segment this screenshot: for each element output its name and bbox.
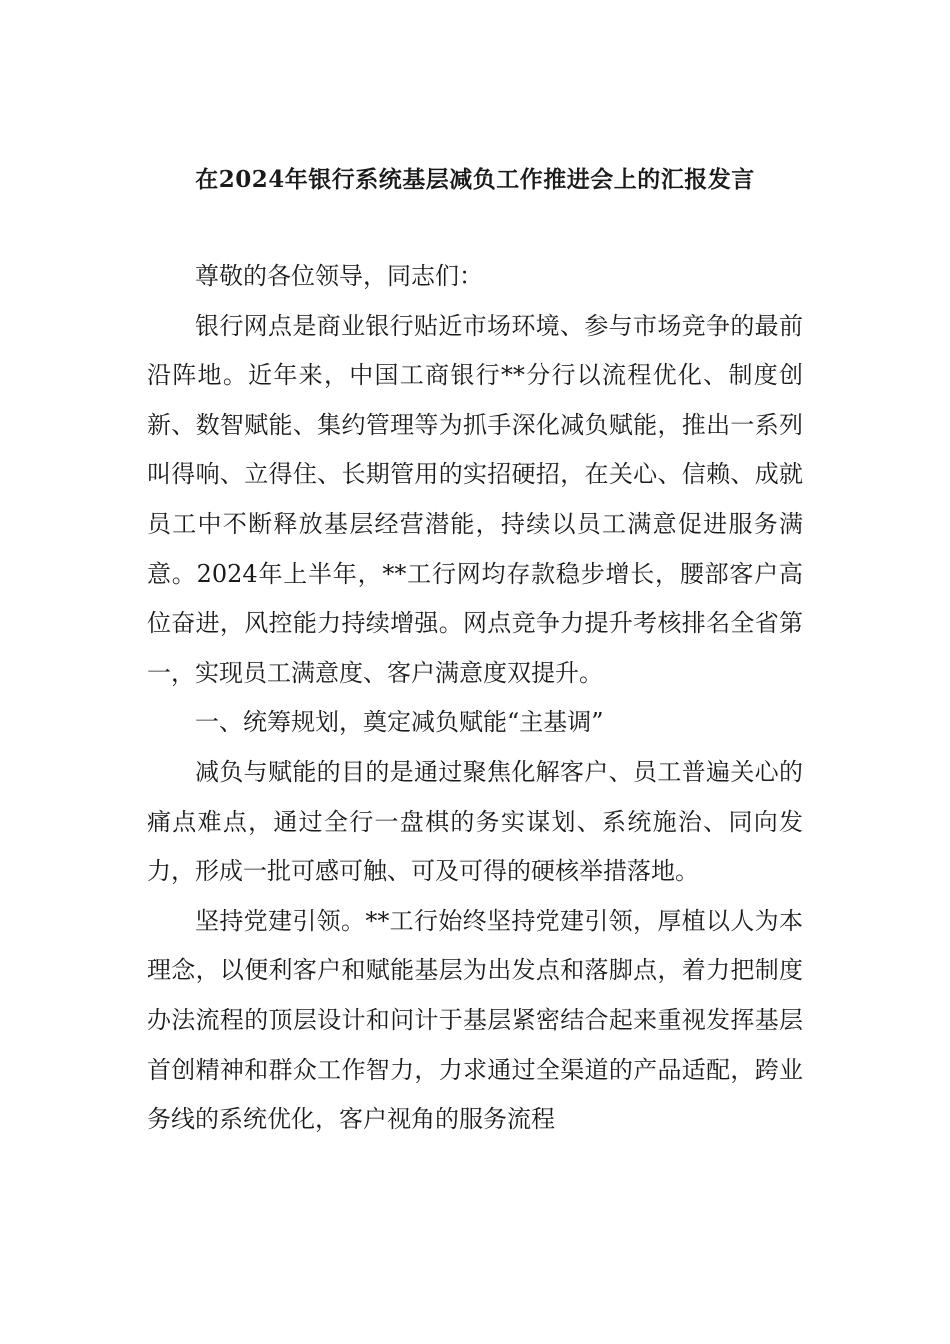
- salutation-paragraph: 尊敬的各位领导，同志们：: [195, 262, 483, 290]
- intro-paragraph: 银行网点是商业银行贴近市场环境、参与市场竞争的最前沿阵地。近年来，中国工商银行**分行以流程优化、制度创新、数智赋能、集约管理等为抓手深化减负赋能，推出一系列叫得响、立得住、长期管用的实招硬招，在关心、信赖、成就员工中不断释放基层经营潜能，持续以员工满意促进服务满意。2024年上半年，**工行网均存款稳步增长，腰部客户高位奋进，风控能力持续增强。网点竞争力提升考核排名全省第一，实现员工满意度、客户满意度双提升。: [147, 311, 803, 687]
- document-title: 在2024年银行系统基层减负工作推进会上的汇报发言: [195, 166, 755, 193]
- document-body: [147, 252, 803, 1145]
- party-building-paragraph: 坚持党建引领。**工行始终坚持党建引领，厚植以人为本理念，以便利客户和赋能基层为出发点和落脚点，着力把制度办法流程的顶层设计和问计于基层紧密结合起来重视发挥基层首创精神和群众工作智力，力求通过全渠道的产品适配，跨业务线的系统优化，客户视角的服务流程: [147, 906, 803, 1134]
- section-paragraph: 减负与赋能的目的是通过聚焦化解客户、员工普遍关心的痛点难点，通过全行一盘棋的务实谋划、系统施治、同向发力，形成一批可感可触、可及可得的硬核举措落地。: [147, 757, 803, 886]
- section-heading: 一、统筹规划，奠定减负赋能“主基调”: [195, 708, 604, 737]
